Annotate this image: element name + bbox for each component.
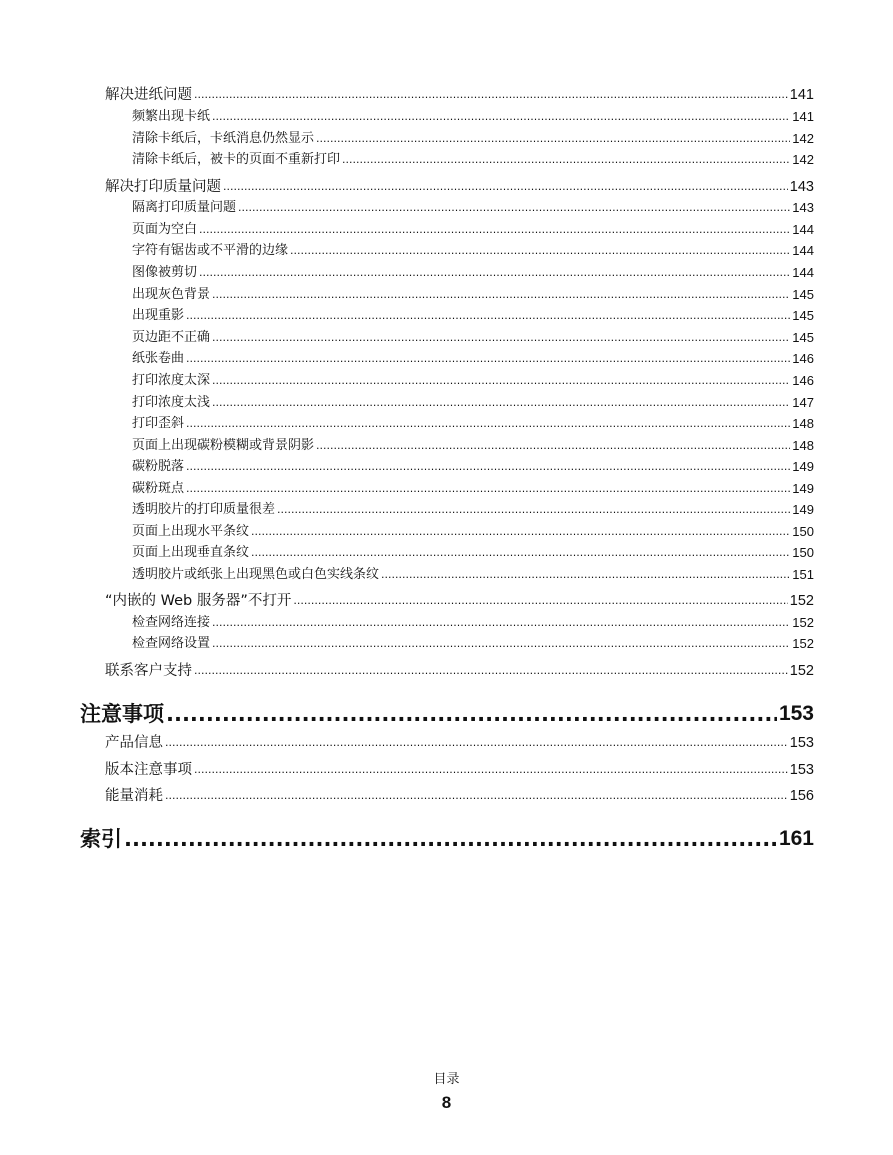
toc-entry-page: 149 <box>792 459 814 474</box>
toc-entry-page: 142 <box>792 152 814 167</box>
toc-chapter-page: 153 <box>778 702 814 725</box>
footer-page-number: 8 <box>441 1093 452 1112</box>
toc-entry-page: 141 <box>789 87 814 103</box>
toc-entry[interactable] <box>132 264 814 281</box>
toc-entry-label: 打印浓度太浅 <box>132 395 211 410</box>
toc-entry-label: 版本注意事项 <box>105 762 192 778</box>
toc-leader-dots <box>186 307 790 324</box>
toc-entry-page: 152 <box>792 615 814 630</box>
toc-chapter[interactable] <box>80 826 814 852</box>
toc-entry-page: 148 <box>792 438 814 453</box>
toc-chapter-label: 索引 <box>80 827 122 851</box>
toc-entry-label: 出现灰色背景 <box>132 287 211 302</box>
toc-chapter-page: 161 <box>778 827 814 850</box>
toc-entry-label: 联系客户支持 <box>105 663 192 679</box>
toc-leader-dots <box>194 85 788 104</box>
toc-entry-label: 页面上出现水平条纹 <box>132 524 250 539</box>
toc-entry[interactable] <box>105 591 814 610</box>
toc-entry-page: 149 <box>792 502 814 517</box>
toc-leader-dots <box>212 108 790 125</box>
toc-entry-page: 144 <box>792 265 814 280</box>
toc-leader-dots <box>186 480 790 497</box>
toc-entry[interactable] <box>105 661 814 680</box>
toc-entry-page: 143 <box>792 200 814 215</box>
toc-leader-dots <box>251 544 790 561</box>
toc-entry-label: 隔离打印质量问题 <box>132 200 237 215</box>
toc-entry[interactable] <box>132 307 814 324</box>
toc-entry-page: 150 <box>792 545 814 560</box>
toc-leader-dots <box>277 501 790 518</box>
toc-chapter[interactable] <box>80 701 814 727</box>
toc-leader-dots <box>212 329 790 346</box>
toc-entry-page: 142 <box>792 131 814 146</box>
toc-entry-label: 图像被剪切 <box>132 265 198 280</box>
toc-entry-page: 152 <box>789 593 814 609</box>
toc-chapter-label: 注意事项 <box>80 702 164 726</box>
toc-entry-page: 152 <box>792 636 814 651</box>
toc-leader-dots <box>212 372 790 389</box>
toc-entry-label: 清除卡纸后，卡纸消息仍然显示 <box>132 131 315 146</box>
toc-leader-dots <box>186 350 790 367</box>
toc-entry-page: 146 <box>792 373 814 388</box>
footer-section-title: 目录 <box>433 1072 460 1087</box>
toc-entry[interactable] <box>132 329 814 346</box>
toc-entry[interactable] <box>132 635 814 652</box>
toc-leader-dots <box>186 415 790 432</box>
toc-entry-page: 143 <box>789 179 814 195</box>
toc-entry-label: 页面上出现碳粉模糊或背景阴影 <box>132 438 315 453</box>
toc-entry[interactable] <box>132 350 814 367</box>
toc-entry-page: 144 <box>792 243 814 258</box>
toc-leader-dots <box>223 177 788 196</box>
toc-entry[interactable] <box>132 199 814 216</box>
toc-entry[interactable] <box>132 501 814 518</box>
toc-entry-label: 纸张卷曲 <box>132 351 185 366</box>
toc-entry-label: 产品信息 <box>105 735 163 751</box>
toc-entry[interactable] <box>105 85 814 104</box>
toc-entry-page: 145 <box>792 287 814 302</box>
toc-entry-label: 频繁出现卡纸 <box>132 109 211 124</box>
toc-leader-dots <box>212 286 790 303</box>
toc-entry-page: 145 <box>792 330 814 345</box>
toc-entry[interactable] <box>132 130 814 147</box>
toc-entry-page: 147 <box>792 395 814 410</box>
toc-entry[interactable] <box>132 221 814 238</box>
toc-entry[interactable] <box>132 523 814 540</box>
toc-entry-page: 146 <box>792 351 814 366</box>
toc-leader-dots <box>165 733 788 752</box>
toc-entry-label: 出现重影 <box>132 308 185 323</box>
toc-entry-label: 字符有锯齿或不平滑的边缘 <box>132 243 289 258</box>
toc-entry-page: 149 <box>792 481 814 496</box>
toc-entry-page: 145 <box>792 308 814 323</box>
toc-entry[interactable] <box>105 760 814 779</box>
toc-entry[interactable] <box>132 242 814 259</box>
toc-entry[interactable] <box>132 286 814 303</box>
toc-entry-page: 141 <box>792 109 814 124</box>
toc-entry-label: 检查网络连接 <box>132 615 211 630</box>
toc-entry-label: 碳粉脱落 <box>132 459 185 474</box>
toc-entry-label: 透明胶片或纸张上出现黑色或白色实线条纹 <box>132 567 380 582</box>
toc-entry-page: 150 <box>792 524 814 539</box>
toc-entry-label: 能量消耗 <box>105 788 163 804</box>
toc-leader-dots <box>293 591 787 610</box>
toc-entry[interactable] <box>132 415 814 432</box>
toc-leader-dots <box>316 437 790 454</box>
toc-entry[interactable] <box>132 458 814 475</box>
toc-entry[interactable] <box>132 108 814 125</box>
toc-entry-label: 清除卡纸后，被卡的页面不重新打印 <box>132 152 341 167</box>
toc-entry-page: 156 <box>789 788 814 804</box>
toc-entry-page: 148 <box>792 416 814 431</box>
toc-entry-page: 153 <box>789 762 814 778</box>
toc-leader-dots <box>124 826 777 852</box>
toc-leader-dots <box>199 221 790 238</box>
toc-leader-dots <box>381 566 790 583</box>
toc-leader-dots <box>194 760 788 779</box>
toc-leader-dots <box>194 661 788 680</box>
toc-entry[interactable] <box>132 437 814 454</box>
toc-entry-label: 透明胶片的打印质量很差 <box>132 502 276 517</box>
toc-entry[interactable] <box>132 372 814 389</box>
toc-leader-dots <box>238 199 790 216</box>
toc-leader-dots <box>212 635 790 652</box>
toc-entry-page: 153 <box>789 735 814 751</box>
toc-leader-dots <box>199 264 790 281</box>
toc-entry[interactable] <box>105 733 814 752</box>
toc-entry[interactable] <box>105 786 814 805</box>
toc-leader-dots <box>212 394 790 411</box>
toc-leader-dots <box>342 151 790 168</box>
toc-entry[interactable] <box>132 480 814 497</box>
toc-entry-label: 检查网络设置 <box>132 636 211 651</box>
toc-entry-label: 打印歪斜 <box>132 416 185 431</box>
toc-leader-dots <box>165 786 788 805</box>
toc-entry-page: 152 <box>789 663 814 679</box>
toc-entry-label: 解决进纸问题 <box>105 87 192 103</box>
toc-entry[interactable] <box>105 177 814 196</box>
toc-entry[interactable] <box>132 394 814 411</box>
toc-leader-dots <box>316 130 790 147</box>
toc-entry-page: 144 <box>792 222 814 237</box>
toc-entry-label: “内嵌的 Web 服务器”不打开 <box>105 593 292 609</box>
toc-leader-dots <box>186 458 790 475</box>
toc-entry[interactable] <box>132 614 814 631</box>
toc-entry[interactable] <box>132 151 814 168</box>
toc-leader-dots <box>166 701 777 727</box>
toc-leader-dots <box>251 523 790 540</box>
toc-entry-label: 碳粉斑点 <box>132 481 185 496</box>
toc-entry[interactable] <box>132 544 814 561</box>
toc-entry[interactable] <box>132 566 814 583</box>
toc-entry-label: 页面为空白 <box>132 222 198 237</box>
toc-entry-label: 打印浓度太深 <box>132 373 211 388</box>
toc-leader-dots <box>290 242 790 259</box>
toc-entry-label: 页面上出现垂直条纹 <box>132 545 250 560</box>
toc-entry-label: 解决打印质量问题 <box>105 179 221 195</box>
toc-entry-page: 151 <box>792 567 814 582</box>
toc-leader-dots <box>212 614 790 631</box>
toc-entry-label: 页边距不正确 <box>132 330 211 345</box>
